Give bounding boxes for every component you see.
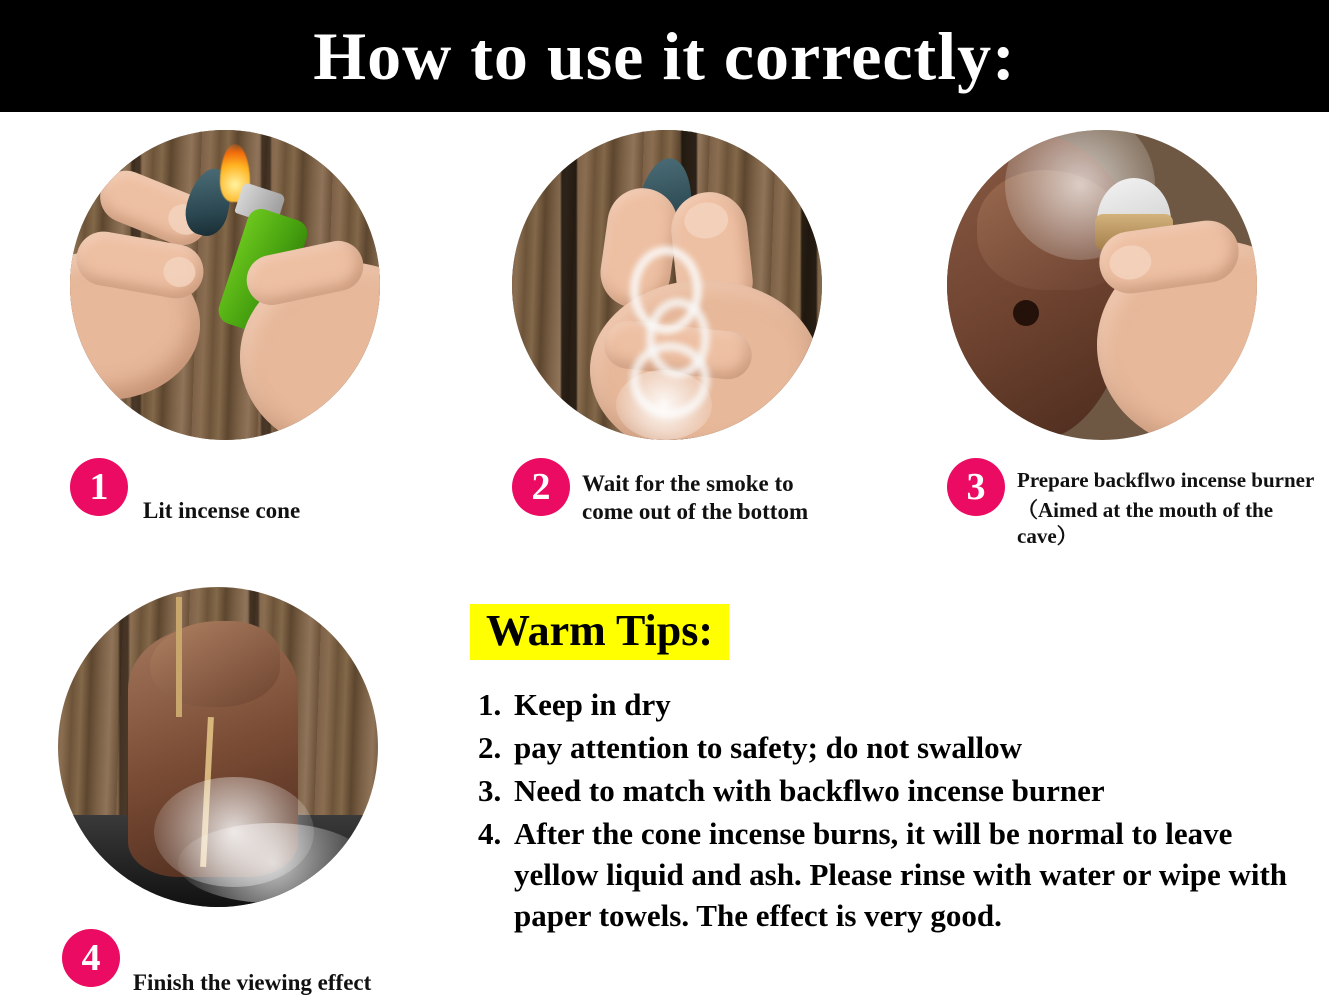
step-1-caption: Lit incense cone: [143, 498, 301, 523]
warm-tips-header: [470, 604, 729, 660]
incense-stick: [176, 597, 182, 717]
page-title: How to use it correctly:: [313, 18, 1016, 94]
step-1: [18, 112, 438, 577]
tip-number: 3.: [478, 772, 502, 808]
step-2-badge: 2: [512, 458, 570, 516]
step-2-photo: [512, 130, 822, 440]
dragon-head: [150, 621, 280, 707]
step-2-caption-line1: Wait for the smoke to: [582, 471, 794, 496]
warm-tips-title: Warm Tips:: [486, 606, 713, 655]
step-4-badge: 4: [62, 929, 120, 987]
step-3-caption-line2: （Aimed at the mouth of the cave）: [1017, 498, 1274, 549]
fingernail: [1107, 243, 1153, 283]
tip-text: Need to match with backflwo incense burner: [514, 772, 1105, 808]
tip-number: 2.: [478, 729, 502, 765]
list-item: [478, 728, 1318, 769]
tip-text: Keep in dry: [514, 687, 671, 722]
header-banner: [0, 0, 1329, 112]
fingernail: [161, 254, 198, 289]
burner-hole: [1013, 300, 1039, 326]
step-3-badge: 3: [947, 458, 1005, 516]
list-item: [478, 771, 1318, 812]
list-item: [478, 814, 1318, 937]
warm-tips-list: [478, 685, 1318, 938]
step-3-photo: [947, 130, 1257, 440]
step-2: [460, 112, 880, 577]
steps-row: [0, 112, 1329, 577]
list-item: [478, 685, 1318, 726]
step-4-photo: [58, 587, 378, 907]
step-4-caption: Finish the viewing effect: [133, 970, 372, 995]
tip-number: 1.: [478, 687, 502, 722]
step-1-badge: 1: [70, 458, 128, 516]
tip-text: After the cone incense burns, it will be normal to leave yellow liquid and ash. Please rinse with water or wipe with paper towels. The effect is very good.: [514, 815, 1288, 933]
step-1-photo: [70, 130, 380, 440]
bottom-section: [0, 577, 1329, 1000]
tip-text: pay attention to safety; do not swallow: [514, 729, 1023, 765]
step-2-caption-line2: come out of the bottom: [582, 499, 809, 524]
step-3-caption-line1: Prepare backflwo incense burner: [1017, 468, 1315, 492]
step-3: [895, 112, 1315, 577]
smoke-cloud: [616, 370, 712, 440]
smoke-cloud: [178, 823, 368, 903]
fingernail: [682, 200, 730, 240]
tip-number: 4.: [478, 815, 502, 851]
